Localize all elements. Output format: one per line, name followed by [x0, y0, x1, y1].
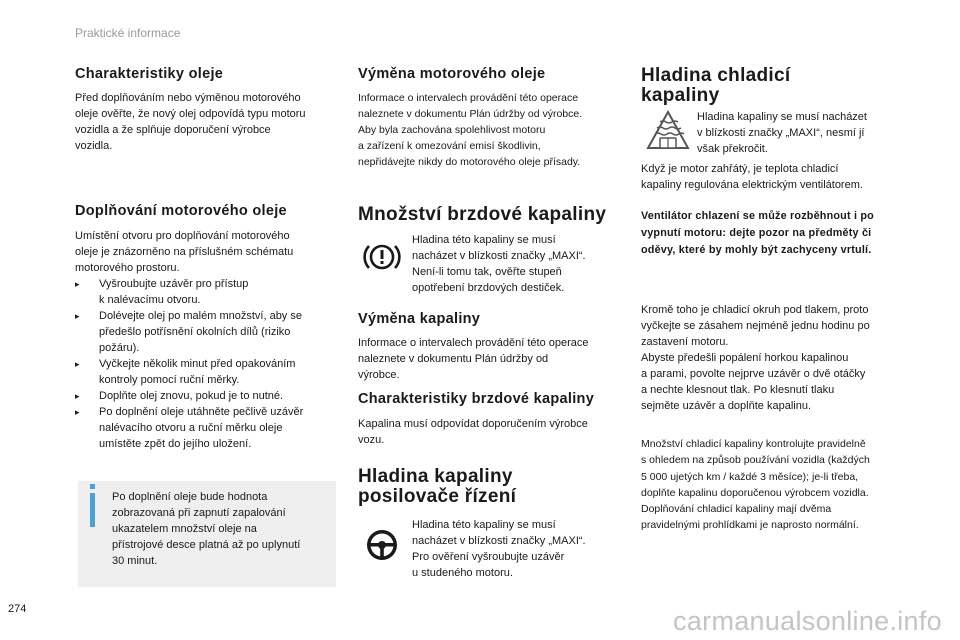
- paragraph-power-steering-fluid: Hladina této kapaliny se musí nacházet v blízkosti značky „MAXI“. Pro ověření vyšroubujte uzávěr u studeného motoru.: [412, 519, 586, 579]
- page-number: 274: [8, 603, 27, 615]
- list-item: ▸ Po doplnění oleje utáhněte pečlivě uzávěr nalévacího otvoru a ruční měrku oleje umístěte zpět do jejího uložení.: [75, 404, 345, 452]
- steering-wheel-icon: [362, 527, 402, 563]
- heading-oil-characteristics: Charakteristiky oleje: [75, 66, 224, 82]
- paragraph-coolant-check: Množství chladicí kapaliny kontrolujte pravidelně s ohledem na způsob používání vozidla (každých 5 000 ujetých km / každé 3 měsíce); je-li třeba, doplňte kapalinu doporučenou výrobcem vozidla. Doplňování chladicí kapaliny mají dvěma pravidelnými prohlídkami je naprosto normální.: [641, 438, 870, 532]
- list-item: ▸ Vyšroubujte uzávěr pro přístup k nalévacímu otvoru.: [75, 276, 345, 308]
- coolant-warning-icon: [646, 110, 690, 152]
- heading-oil-change: Výměna motorového oleje: [358, 66, 546, 82]
- paragraph-fluid-change: Informace o intervalech provádění této operace naleznete v dokumentu Plán údržby od výrobce.: [358, 337, 589, 381]
- list-item: ▸ Dolévejte olej po malém množství, aby se předešlo potřísnění okolních dílů (riziko požáru).: [75, 308, 345, 356]
- list-item: ▸ Doplňte olej znovu, pokud je to nutné.: [75, 388, 345, 404]
- info-note-text: Po doplnění oleje bude hodnota zobrazovaná při zapnutí zapalování ukazatelem množství oleje na přístrojové desce platná až po uplynutí 30 minut.: [112, 491, 301, 567]
- heading-brake-fluid-characteristics: Charakteristiky brzdové kapaliny: [358, 391, 595, 407]
- paragraph-coolant-fan: Když je motor zahřátý, je teplota chladicí kapaliny regulována elektrickým ventilátorem.: [641, 163, 863, 191]
- heading-oil-topup: Doplňování motorového oleje: [75, 203, 287, 219]
- watermark: carmanualsonline.info: [673, 606, 942, 636]
- warning-fan-restart: Ventilátor chlazení se může rozběhnout i po vypnutí motoru: dejte pozor na předměty či oděvy, které by mohly být zachyceny vrtulí.: [641, 210, 874, 256]
- paragraph-coolant-pressure: Kromě toho je chladicí okruh pod tlakem, proto vyčkejte se zásahem nejméně jednu hodinu po zastavení motoru. Abyste předešli popálení horkou kapalinou a parami, povolte nejprve uzávěr o dvě otáčky a nechte klesnout tlak. Po klesnutí tlaku sejměte uzávěr a doplňte kapalinu.: [641, 304, 870, 412]
- heading-brake-fluid-level: Množství brzdové kapaliny: [358, 204, 607, 225]
- heading-power-steering-fluid: Hladina kapaliny posilovače řízení: [358, 466, 517, 507]
- heading-fluid-change: Výměna kapaliny: [358, 311, 481, 327]
- info-icon: [90, 493, 95, 527]
- oil-topup-steps: [75, 276, 345, 452]
- paragraph-oil-topup: Umístění otvoru pro doplňování motorového oleje je znázorněno na příslušném schématu motorového prostoru. ▸ Vyšroubujte uzávěr pro přístup k nalévacímu otvoru. ▸ Dolévejte olej po malém množství, aby se předešlo potřísnění okolních dílů (riziko požáru). ▸ Vyčkejte několik minut před opakováním kontroly pomocí ruční měrky. ▸ Doplňte olej znovu, pokud je to nutné. ▸ Po doplnění oleje utáhněte pečlivě uzávěr nalévacího otvoru a ruční měrku oleje umístěte zpět do jejího uložení.: [75, 228, 345, 452]
- paragraph-oil-change: Informace o intervalech provádění této operace naleznete v dokumentu Plán údržby od výrobce. Aby byla zachována spolehlivost motoru a zařízení k omezování emisí škodlivin, nepřidávejte nikdy do motorového oleje přísady.: [358, 92, 583, 168]
- running-header: Praktické informace: [75, 26, 181, 40]
- info-note-box: [78, 481, 336, 587]
- list-item: ▸ Vyčkejte několik minut před opakováním kontroly pomocí ruční měrky.: [75, 356, 345, 388]
- brake-warning-icon: [363, 240, 401, 274]
- paragraph-brake-fluid-characteristics: Kapalina musí odpovídat doporučením výrobce vozu.: [358, 418, 588, 446]
- paragraph-brake-fluid-level: Hladina této kapaliny se musí nacházet v blízkosti značky „MAXI“. Není-li tomu tak, ověřte stupeň opotřebení brzdových destiček.: [412, 234, 586, 294]
- paragraph-oil-characteristics: Před doplňováním nebo výměnou motorového oleje ověřte, že nový olej odpovídá typu motoru vozidla a že splňuje doporučení výrobce vozidla.: [75, 92, 306, 152]
- heading-coolant-level: Hladina chladicí kapaliny: [641, 65, 791, 106]
- paragraph-coolant-level: Hladina kapaliny se musí nacházet v blízkosti značky „MAXI“, nesmí jí však překročit.: [697, 111, 867, 155]
